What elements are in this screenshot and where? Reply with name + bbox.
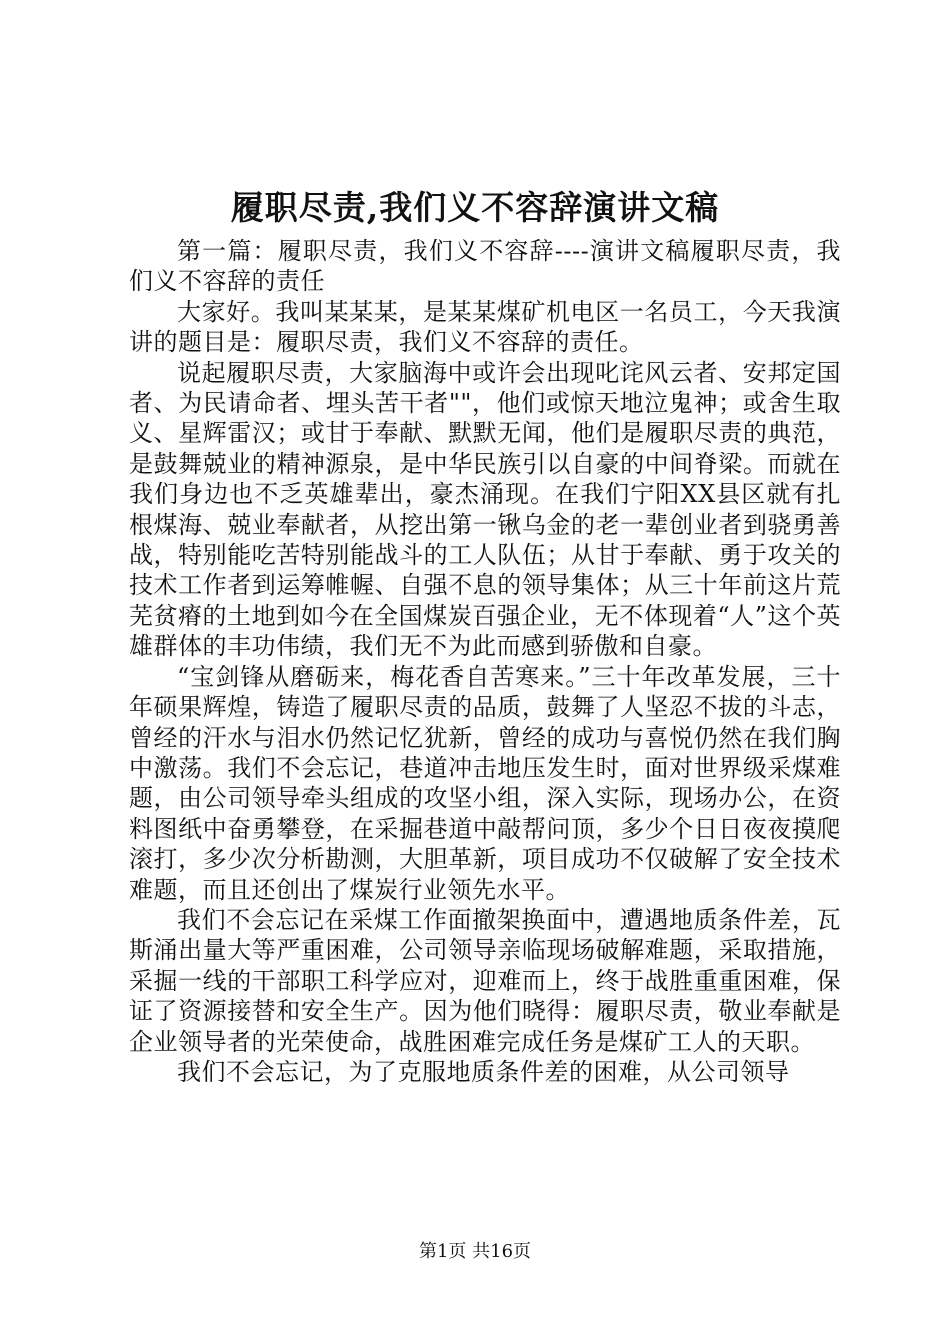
paragraph-4: “宝剑锋从磨砺来，梅花香自苦寒来。”三十年改革发展，三十年硕果辉煌，铸造了履职尽责的品质，鼓舞了人坚忍不拔的斗志，曾经的汗水与泪水仍然记忆犹新，曾经的成功与喜悦仍然在我们胸中激荡。我们不会忘记，巷道冲击地压发生时，面对世界级采煤难题，由公司领导牵头组成的攻坚小组，深入实际，现场办公，在资料图纸中奋勇攀登，在采掘巷道中敲帮问顶，多少个日日夜夜摸爬滚打，多少次分析勘测，大胆革新，项目成功不仅破解了安全技术难题，而且还创出了煤炭行业领先水平。 <box>129 662 841 904</box>
paragraph-1: 第一篇：履职尽责，我们义不容辞----演讲文稿履职尽责，我们义不容辞的责任 <box>129 237 841 296</box>
page-footer: 第1页 共16页 <box>418 1241 532 1262</box>
paragraph-2: 大家好。我叫某某某，是某某煤矿机电区一名员工，今天我演讲的题目是：履职尽责，我们义不容辞的责任。 <box>129 297 841 357</box>
paragraph-3: 说起履职尽责，大家脑海中或许会出现叱诧风云者、安邦定国者、为民请命者、埋头苦干者""，他们或惊天地泣鬼神；或舍生取义、星辉雷汉；或甘于奉献、默默无闻，他们是履职尽责的典范，是鼓舞兢业的精神源泉，是中华民族引以自豪的中间脊梁。而就在我们身边也不乏英雄辈出，豪杰涌现。在我们宁阳XX县区就有扎根煤海、兢业奉献者，从挖出第一锹乌金的老一辈创业者到骁勇善战，特别能吃苦特别能战斗的工人队伍；从甘于奉献、勇于攻关的技术工作者到运筹帷幄、自强不息的领导集体；从三十年前这片荒芜贫瘠的土地到如今在全国煤炭百强企业，无不体现着“人”这个英雄群体的丰功伟绩，我们无不为此而感到骄傲和自豪。 <box>129 358 841 661</box>
paragraph-5: 我们不会忘记在采煤工作面撤架换面中，遭遇地质条件差，瓦斯涌出量大等严重困难，公司领导亲临现场破解难题，采取措施，采掘一线的干部职工科学应对，迎难而上，终于战胜重重困难，保证了资源接替和安全生产。因为他们晓得：履职尽责，敬业奉献是企业领导者的光荣使命，战胜困难完成任务是煤矿工人的天职。 <box>129 905 841 1056</box>
paragraph-6: 我们不会忘记，为了克服地质条件差的困难，从公司领导 <box>177 1057 790 1086</box>
document-body <box>129 236 841 1087</box>
document-title: 履职尽责,我们义不容辞演讲文稿 <box>230 188 720 227</box>
